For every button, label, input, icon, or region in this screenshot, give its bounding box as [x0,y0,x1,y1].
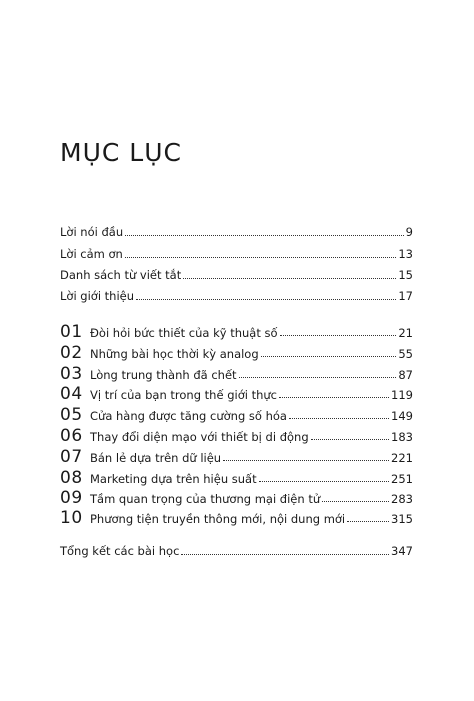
leader-dots [289,417,389,419]
chapter-page: 55 [398,347,413,361]
toc-entry-page: 17 [398,289,413,303]
toc-chapter-09[interactable] [60,488,413,508]
toc-entry-label: Tổng kết các bài học [60,544,180,558]
chapter-title: Bán lẻ dựa trên dữ liệu [90,451,222,465]
toc-entry-page: 9 [405,225,413,239]
chapter-page: 87 [398,368,413,382]
toc-entry-acknowledgements[interactable] [60,244,413,264]
leader-dots [183,277,396,279]
toc-chapter-06[interactable] [60,426,413,446]
toc-chapter-04[interactable] [60,384,413,404]
toc-entry-page: 15 [398,268,413,282]
leader-dots [347,520,389,522]
chapter-title: Phương tiện truyền thông mới, nội dung mới [90,512,346,526]
chapter-number: 07 [60,447,83,467]
leader-dots [125,234,404,236]
chapter-number: 01 [60,322,83,342]
chapter-page: 283 [391,492,413,506]
toc-chapter-02[interactable] [60,343,413,363]
leader-dots [259,480,389,482]
chapter-page: 21 [398,326,413,340]
chapter-title: Tầm quan trọng của thương mại điện tử [90,492,321,506]
chapter-number: 03 [60,364,83,384]
chapter-number: 08 [60,468,83,488]
chapter-number: 02 [60,343,83,363]
toc-entry-page: 347 [391,544,413,558]
toc-entry-abbreviations[interactable] [60,265,413,285]
chapter-title: Thay đổi diện mạo với thiết bị di động [90,430,309,444]
leader-dots [239,376,397,378]
leader-dots [279,396,389,398]
leader-dots [136,298,396,300]
chapter-page: 315 [391,512,413,526]
toc-chapter-08[interactable] [60,468,413,488]
toc-chapter-07[interactable] [60,447,413,467]
toc-entry-summary[interactable] [60,541,413,561]
chapter-title: Marketing dựa trên hiệu suất [90,472,257,486]
toc-entry-label: Danh sách từ viết tắt [60,268,182,282]
chapter-title: Đòi hỏi bức thiết của kỹ thuật số [90,326,278,340]
leader-dots [261,355,397,357]
toc-entry-label: Lời giới thiệu [60,289,135,303]
chapter-number: 10 [60,508,83,528]
toc-entry-introduction[interactable] [60,286,413,306]
chapter-title: Lòng trung thành đã chết [90,368,237,382]
chapter-title: Vị trí của bạn trong thế giới thực [90,388,277,402]
toc-chapter-03[interactable] [60,364,413,384]
leader-dots [280,334,397,336]
chapter-number: 06 [60,426,83,446]
chapter-page: 183 [391,430,413,444]
page-title: MỤC LỤC [60,138,182,167]
toc-entry-label: Lời nói đầu [60,225,124,239]
toc-chapter-05[interactable] [60,405,413,425]
leader-dots [181,553,389,555]
chapter-number: 05 [60,405,83,425]
leader-dots [223,459,389,461]
toc-chapter-10[interactable] [60,508,413,528]
toc-entry-preface[interactable] [60,222,413,242]
chapter-number: 04 [60,384,83,404]
chapter-page: 251 [391,472,413,486]
leader-dots [322,500,389,502]
toc-chapter-01[interactable] [60,322,413,342]
chapter-page: 149 [391,409,413,423]
leader-dots [125,256,397,258]
toc-entry-page: 13 [398,247,413,261]
chapter-number: 09 [60,488,83,508]
chapter-page: 221 [391,451,413,465]
toc-entry-label: Lời cảm ơn [60,247,123,261]
chapter-title: Cửa hàng được tăng cường số hóa [90,409,287,423]
chapter-title: Những bài học thời kỳ analog [90,347,259,361]
chapter-page: 119 [391,388,413,402]
leader-dots [311,438,389,440]
